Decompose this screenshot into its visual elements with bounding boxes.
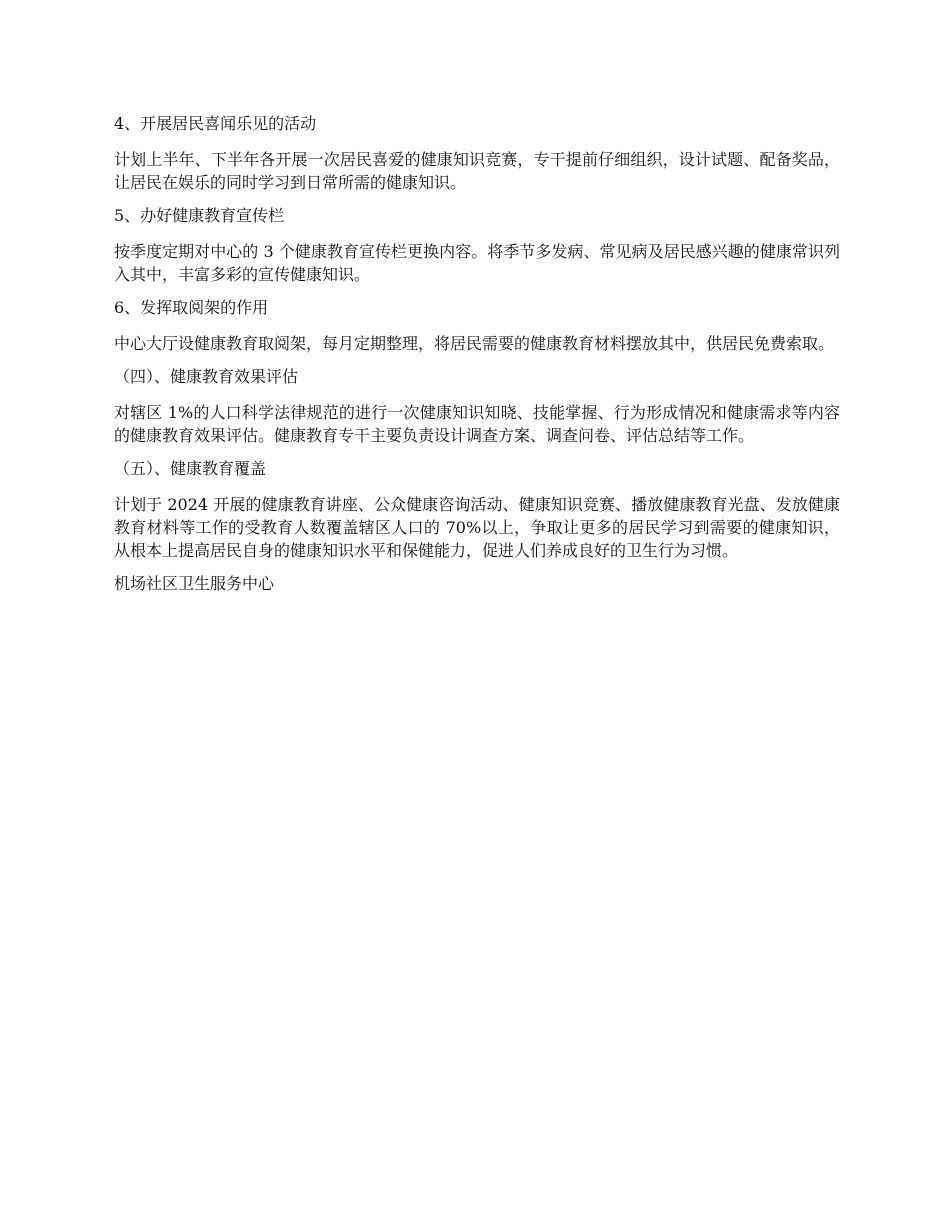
section-activities (114, 112, 840, 194)
section-effect-evaluation (114, 365, 840, 447)
section-heading: 6、发挥取阅架的作用 (114, 298, 269, 317)
section-coverage (114, 457, 840, 562)
section-reading-rack (114, 296, 840, 355)
section-heading: （五）、健康教育覆盖 (114, 459, 267, 478)
section-paragraph: 计划上半年、下半年各开展一次居民喜爱的健康知识竞赛，专干提前仔细组织，设计试题、配备奖品，让居民在娱乐的同时学习到日常所需的健康知识。 (114, 150, 840, 192)
section-bulletin-board (114, 204, 840, 286)
section-heading: （四）、健康教育效果评估 (114, 367, 299, 386)
section-heading: 5、办好健康教育宣传栏 (114, 206, 285, 225)
document-signature: 机场社区卫生服务中心 (114, 574, 275, 593)
section-heading: 4、开展居民喜闻乐见的活动 (114, 114, 317, 133)
section-paragraph: 按季度定期对中心的 3 个健康教育宣传栏更换内容。将季节多发病、常见病及居民感兴趣的健康常识列入其中，丰富多彩的宣传健康知识。 (114, 242, 840, 284)
section-paragraph: 计划于 2024 开展的健康教育讲座、公众健康咨询活动、健康知识竞赛、播放健康教育光盘、发放健康教育材料等工作的受教育人数覆盖辖区人口的 70%以上，争取让更多的居民学习到需要的健康知识，从根本上提高居民自身的健康知识水平和保健能力，促进人们养成良好的卫生行为习惯。 (114, 495, 840, 560)
section-paragraph: 中心大厅设健康教育取阅架，每月定期整理，将居民需要的健康教育材料摆放其中，供居民免费索取。 (114, 334, 835, 353)
section-paragraph: 对辖区 1%的人口科学法律规范的进行一次健康知识知晓、技能掌握、行为形成情况和健康需求等内容的健康教育效果评估。健康教育专干主要负责设计调查方案、调查问卷、评估总结等工作。 (114, 403, 840, 445)
document-page (114, 112, 840, 596)
